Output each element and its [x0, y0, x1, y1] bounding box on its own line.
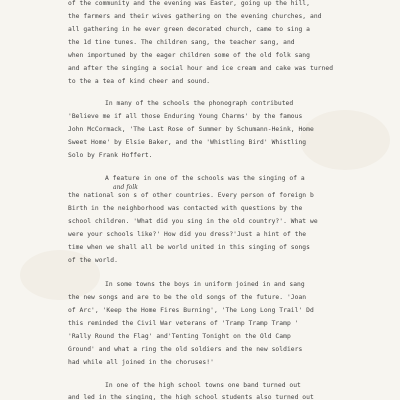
- text-line: the new songs and are to be the old songs of the future. 'Joan: [68, 294, 307, 301]
- text-line: to the a tea of kind cheer and sound.: [68, 78, 211, 85]
- text-line: and led in the singing, the high school students also turned out: [68, 394, 314, 400]
- text-line: the 1d tine tunes. The children sang, the teacher sang, and: [68, 39, 295, 46]
- paper-stain: [300, 110, 390, 170]
- text-line: all gathering in he ever green decorated church, came to sing a: [68, 26, 310, 33]
- handwritten-insertion: and folk: [113, 184, 138, 191]
- text-line: In some towns the boys in uniform joined in and sang: [105, 281, 305, 288]
- text-line: this reminded the Civil War veterans of 'Tramp Tramp Tramp ': [68, 320, 299, 327]
- text-line: 'Believe me if all those Enduring Young Charms' by the famous: [68, 113, 303, 120]
- text-line: when importuned by the eager children some of the old folk sang: [68, 52, 310, 59]
- text-line: In many of the schools the phonograph contributed: [105, 100, 294, 107]
- text-line: Solo by Frank Hoffert.: [68, 152, 153, 159]
- text-line: of the community and the evening was Easter, going up the hill,: [68, 0, 310, 7]
- text-line: Birth in the neighborhood was contacted with questions by the: [68, 205, 303, 212]
- text-line: Ground' and what a ring the old soldiers and the new soldiers: [68, 346, 303, 353]
- text-line: Sweet Home' by Elsie Baker, and the 'Whistling Bird' Whistling: [68, 139, 307, 146]
- text-line: 'Rally Round the Flag' and'Tenting Tonight on the Old Camp: [68, 333, 291, 340]
- text-line: of the world.: [68, 257, 118, 264]
- text-line: the national son s of other countries. Every person of foreign b: [68, 192, 314, 199]
- text-line: school children. 'What did you sing in the old country?'. What we: [68, 218, 318, 225]
- text-line: and after the singing a social hour and ice cream and cake was turned: [68, 65, 334, 72]
- text-line: time when we shall all be world united in this singing of songs: [68, 244, 310, 251]
- text-line: the farmers and their wives gathering on the evening churches, and: [68, 13, 322, 20]
- text-line: A feature in one of the schools was the singing of a: [105, 175, 305, 182]
- text-line: In one of the high school towns one band turned out: [105, 382, 301, 389]
- text-line: of Arc', 'Keep the Home Fires Burning', 'The Long Long Trail' Dd: [68, 307, 314, 314]
- text-line: had while all joined in the choruses!': [68, 359, 214, 366]
- text-line: John McCormack, 'The Last Rose of Summer by Schumann-Heink, Home: [68, 126, 314, 133]
- text-line: were your schools like?' How did you dress?'Just a hint of the: [68, 231, 307, 238]
